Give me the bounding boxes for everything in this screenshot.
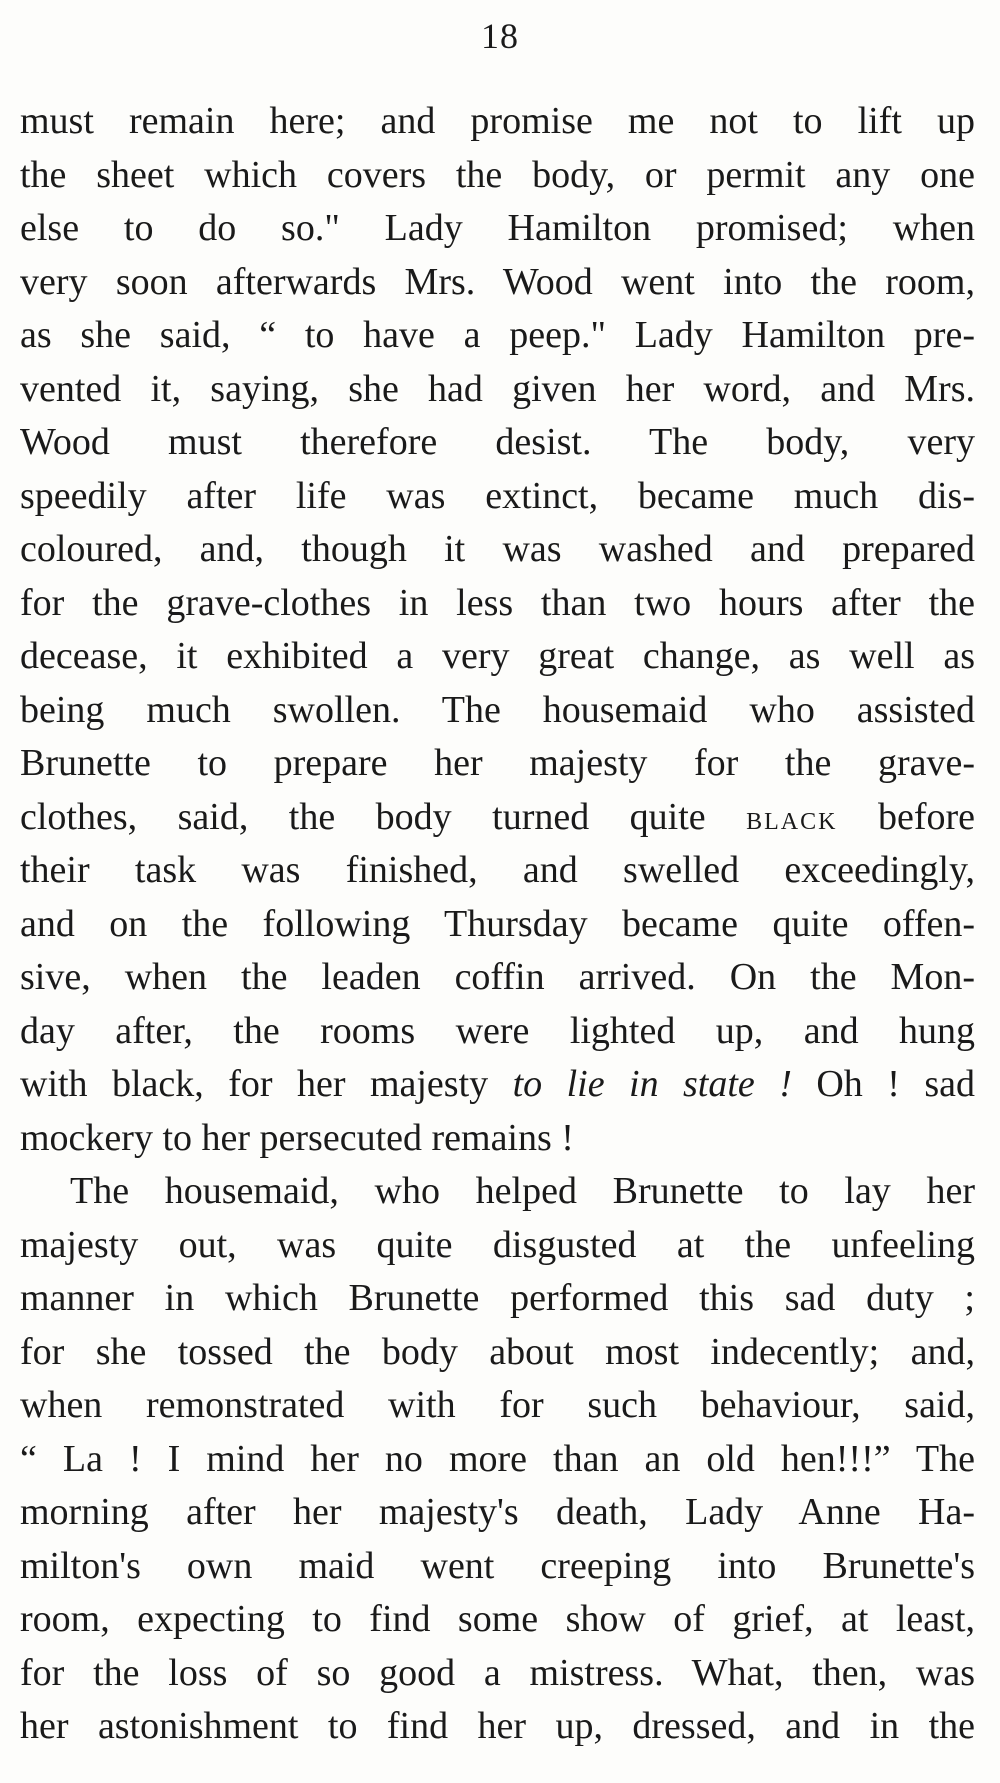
text-line: day after, the rooms were lighted up, and hung — [20, 1009, 975, 1052]
small-caps-word: black — [746, 799, 838, 837]
text-line: decease, it exhibited a very great change, as well as — [20, 635, 975, 677]
text-line: the sheet which covers the body, or permit any one — [20, 153, 975, 196]
text-line: morning after her majesty's death, Lady Anne Ha- — [20, 1491, 975, 1533]
text-line: her astonishment to find her up, dressed, and in the — [20, 1705, 975, 1747]
text-line: sive, when the leaden coffin arrived. On the Mon- — [20, 956, 975, 998]
text-segment: clothes, said, the body turned quite — [20, 795, 747, 838]
text-line: else to do so." Lady Hamilton promised; when — [20, 207, 975, 249]
page-number: 18 — [481, 16, 519, 56]
text-line: vented it, saying, she had given her word, and Mrs. — [20, 367, 975, 410]
text-line: and on the following Thursday became quite offen- — [20, 902, 975, 945]
text-line: majesty out, was quite disgusted at the unfeeling — [20, 1223, 975, 1266]
text-line — [20, 791, 975, 845]
text-line: must remain here; and promise me not to lift up — [20, 100, 975, 142]
paragraph-end-line: mockery to her persecuted remains ! — [20, 1116, 574, 1159]
text-line: very soon afterwards Mrs. Wood went into the room, — [20, 260, 975, 303]
text-line: Brunette to prepare her majesty for the grave- — [20, 742, 975, 784]
text-line: speedily after life was extinct, became much dis- — [20, 474, 975, 517]
text-line: milton's own maid went creeping into Brunette's — [20, 1544, 975, 1587]
body-text — [20, 95, 975, 1754]
text-segment: Oh ! sad — [791, 1063, 975, 1105]
italic-phrase: to lie in state ! — [512, 1063, 792, 1105]
text-line — [20, 1058, 975, 1112]
text-line: their task was finished, and swelled exceedingly, — [20, 849, 975, 891]
text-line: “ La ! I mind her no more than an old hen!!!” The — [20, 1437, 975, 1480]
text-line: for the grave-clothes in less than two hours after the — [20, 581, 975, 624]
text-line: Wood must therefore desist. The body, very — [20, 421, 975, 463]
text-segment: with black, for her majesty — [20, 1063, 513, 1105]
text-line: for she tossed the body about most indecently; and, — [20, 1330, 975, 1373]
text-line: room, expecting to find some show of grief, at least, — [20, 1598, 975, 1640]
text-line: coloured, and, though it was washed and prepared — [20, 528, 975, 570]
paragraph-start-line: The housemaid, who helped Brunette to lay her — [70, 1170, 975, 1212]
text-line: for the loss of so good a mistress. What, then, was — [20, 1651, 975, 1694]
text-segment: before — [837, 795, 975, 838]
text-line: when remonstrated with for such behaviour, said, — [20, 1384, 975, 1426]
text-line: as she said, “ to have a peep." Lady Hamilton pre- — [20, 314, 975, 356]
text-line: manner in which Brunette performed this sad duty ; — [20, 1277, 975, 1319]
text-line: being much swollen. The housemaid who assisted — [20, 688, 975, 731]
